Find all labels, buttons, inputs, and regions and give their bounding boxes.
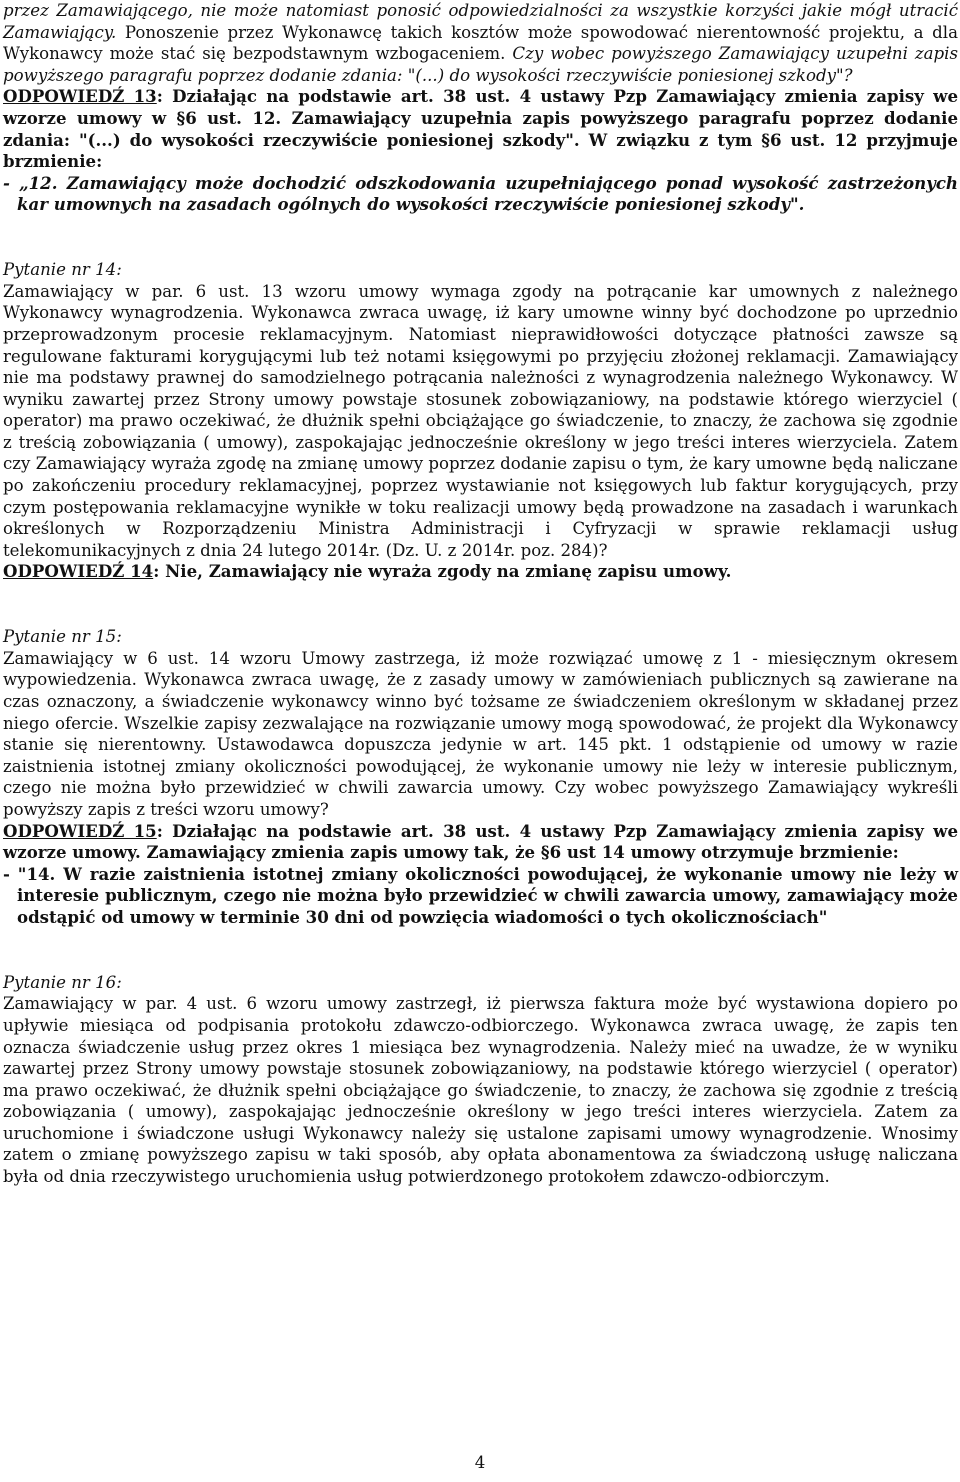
question13-italic-end: Czy wobec powyższego Zamawiający uzupełni zapis powyższego paragrafu poprzez dodanie zdania: "(...) do wysokości rzeczywiście poniesionej szkody"? bbox=[3, 44, 958, 85]
answer15-label: ODPOWIEDŹ 15 bbox=[3, 820, 157, 841]
answer14-paragraph bbox=[3, 561, 958, 583]
page-number: 4 bbox=[474, 1453, 486, 1472]
answer14-text: : Nie, Zamawiający nie wyraża zgody na zmianę zapisu umowy. bbox=[153, 561, 732, 582]
answer15-paragraph bbox=[3, 821, 958, 864]
answer13-paragraph bbox=[3, 86, 958, 172]
answer13-label: ODPOWIEDŹ 13 bbox=[3, 86, 157, 107]
question14-heading: Pytanie nr 14: bbox=[3, 260, 122, 280]
question16-heading: Pytanie nr 16: bbox=[3, 972, 122, 992]
answer14-label: ODPOWIEDŹ 14 bbox=[3, 561, 154, 582]
question13-continuation bbox=[3, 0, 958, 86]
question15-heading: Pytanie nr 15: bbox=[3, 627, 122, 647]
question13-italic-start: przez Zamawiającego, nie może natomiast ponosić odpowiedzialności za wszystkie korzyści jakie mógł utracić Zamawiający. bbox=[3, 1, 958, 42]
answer15-quote: - "14. W razie zaistnienia istotnej zmiany okoliczności powodującej, że wykonanie umowy nie leży w interesie publicznym, czego nie można było przewidzieć w chwili zawarcia umowy, zamawiający może odstąpić od umowy w terminie 30 dni od powzięcia wiadomości o tych okolicznościach" bbox=[3, 863, 958, 927]
answer13-quote: - „12. Zamawiający może dochodzić odszkodowania uzupełniającego ponad wysokość zastrzeżonych kar umownych na zasadach ogólnych do wysokości rzeczywiście poniesionej szkody". bbox=[3, 172, 958, 215]
question14-text: Zamawiający w par. 6 ust. 13 wzoru umowy wymaga zgody na potrącanie kar umownych z należnego Wykonawcy wynagrodzenia. Wykonawca zwraca uwagę, iż kary umowne winny być dochodzone po uprzednio przeprowadzonym procesie reklamacyjnym. Natomiast nieprawidłowości dotyczące płatności zawsze są regulowane fakturami korygującymi lub też notami księgowymi po przyjęciu złożonej reklamacji. Zamawiający nie ma podstawy prawnej do samodzielnego potrącania należności z wynagrodzenia należnego Wykonawcy. W wyniku zawartej przez Strony umowy powstaje stosunek zobowiązaniowy, na podstawie którego wierzyciel ( operator) ma prawo oczekiwać, że dłużnik spełni obciążające go świadczenie, to znaczy, że zachowa się zgodnie z treścią zobowiązania ( umowy), zaspokajając jednocześnie określony w jego treści interes wierzyciela. Zatem czy Zamawiający wyraża zgodę na zmianę umowy poprzez dodanie zapisu o tym, że kary umowne będą naliczane po zakończeniu procedury reklamacyjnej, poprzez wystawianie not księgowych lub faktur korygujących, przy czym postępowania reklamacyjne wynikłe w toku realizacji umowy będą prowadzone na zasadach i warunkach określonych w Rozporządzeniu Ministra Administracji i Cyfryzacji w sprawie reklamacji usług telekomunikacyjnych z dnia 24 lutego 2014r. (Dz. U. z 2014r. poz. 284)? bbox=[3, 281, 958, 560]
document-page bbox=[3, 0, 958, 1188]
answer13-text: : Działając na podstawie art. 38 ust. 4 ustawy Pzp Zamawiający zmienia zapisy we wzorze umowy w §6 ust. 12. Zamawiający uzupełnia zapis powyższego paragrafu poprzez dodanie zdania: "(...) do wysokości rzeczywiście poniesionej szkody". W związku z tym §6 ust. 12 przyjmuje brzmienie: bbox=[3, 86, 958, 172]
answer15-text: : Działając na podstawie art. 38 ust. 4 ustawy Pzp Zamawiający zmienia zapisy we wzorze umowy. Zamawiający zmienia zapis umowy tak, że §6 ust 14 umowy otrzymuje brzmienie: bbox=[3, 820, 958, 863]
question16-text: Zamawiający w par. 4 ust. 6 wzoru umowy zastrzegł, iż pierwsza faktura może być wystawiona dopiero po upływie miesiąca od podpisania protokołu zdawczo-odbiorczego. Wykonawca zwraca uwagę, że zapis ten oznacza świadczenie usług przez okres 1 miesiąca bez wynagrodzenia. Należy mieć na uwadze, że w wyniku zawartej przez Strony umowy powstaje stosunek zobowiązaniowy, na podstawie którego wierzyciel ( operator) ma prawo oczekiwać, że dłużnik spełni obciążające go świadczenie, to znaczy, że zachowa się zgodnie z treścią zobowiązania ( umowy), zaspokajając jednocześnie określony w jego treści interes wierzyciela. Zatem za uruchomione i świadczone usługi Wykonawcy należy się ustalone zapisami umowy wynagrodzenie. Wnosimy zatem o zmianę powyższego zapisu w taki sposób, aby opłata abonamentowa za świadczoną usługę naliczana była od dnia rzeczywistego uruchomienia usług potwierdzonego protokołem zdawczo-odbiorczym. bbox=[3, 994, 958, 1187]
question15-text: Zamawiający w 6 ust. 14 wzoru Umowy zastrzega, iż może rozwiązać umowę z 1 - miesięcznym okresem wypowiedzenia. Wykonawca zwraca uwagę, że z zasady umowy w zamówieniach publicznych są zawierane na czas oznaczony, a świadczenie wykonawcy winno być tożsame ze świadczeniem określonym w składanej przez niego ofercie. Wszelkie zapisy zezwalające na rozwiązanie umowy mogą spowodować, że projekt dla Wykonawcy stanie się nierentowny. Ustawodawca dopuszcza jedynie w art. 145 pkt. 1 odstąpienie od umowy w razie zaistnienia istotnej zmiany okoliczności powodującej, że wykonanie umowy nie leży w interesie publicznym, czego nie można było przewidzieć w chwili zawarcia umowy. Czy wobec powyższego Zamawiający wykreśli powyższy zapis z treści wzoru umowy? bbox=[3, 648, 958, 819]
question13-plain: Ponoszenie przez Wykonawcę takich kosztów może spowodować nierentowność projektu, a dla Wykonawcy może stać się bezpodstawnym wzbogaceniem. bbox=[3, 22, 958, 64]
